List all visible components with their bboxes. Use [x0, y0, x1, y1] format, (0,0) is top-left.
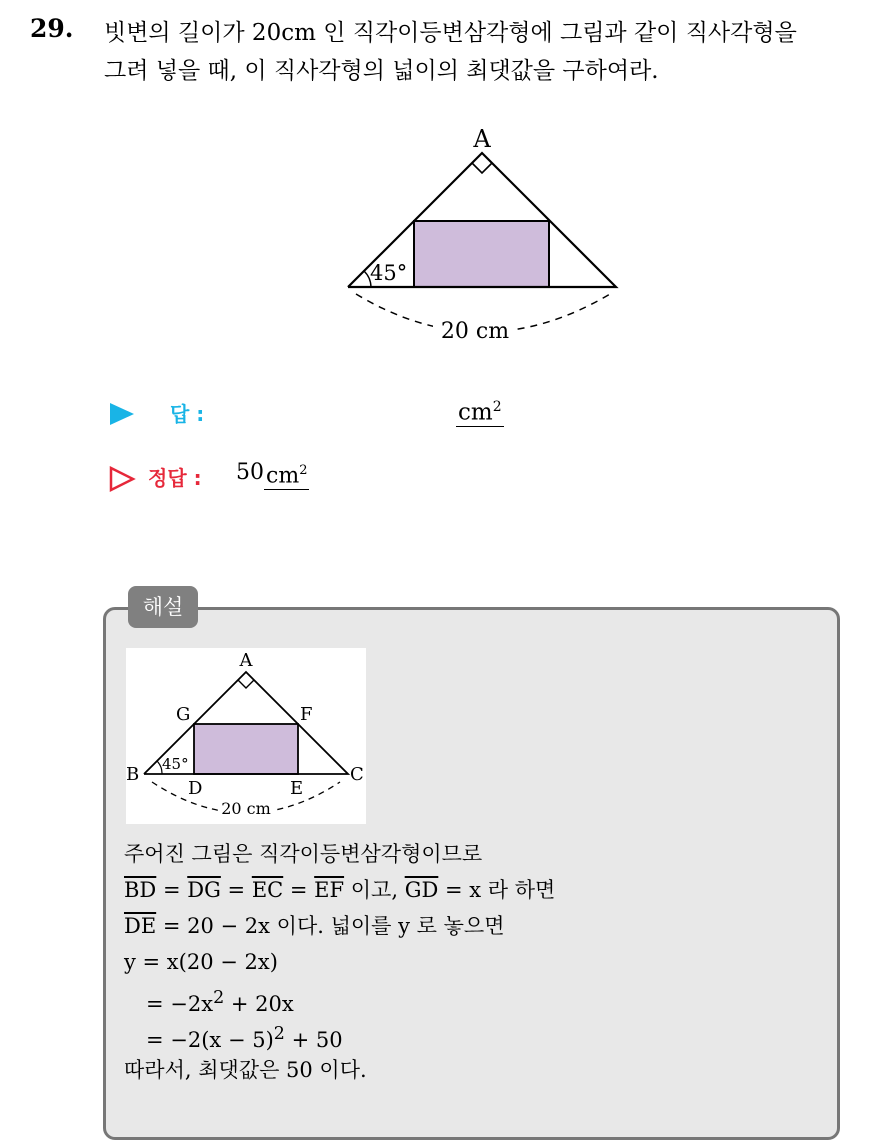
solution-line-3: $\overline{DE} = 20 - 2x$ 이다. 넓이를 y 로 놓으면 [124, 914, 505, 938]
outline-arrow-icon [108, 466, 136, 492]
label-a: A [239, 650, 253, 671]
solution-tag: 해설 [128, 586, 198, 628]
vertex-a-label: A [473, 125, 491, 153]
right-angle-marker [472, 163, 492, 173]
correct-value: 50 [236, 460, 264, 485]
solution-line-1: 주어진 그림은 직각이등변삼각형이므로 [124, 842, 483, 866]
solution-angle-label: 45° [162, 755, 189, 773]
question-text-line2: 그려 넣을 때, 이 직사각형의 넓이의 최댓값을 구하여라. [104, 58, 659, 84]
label-b: B [126, 764, 140, 785]
answer-label: 답 : [170, 402, 205, 426]
correct-unit: $cm^2$ [264, 458, 309, 490]
solution-figure [126, 648, 366, 824]
triangle-figure [338, 120, 628, 350]
solution-length-label: 20 cm [221, 799, 271, 818]
solution-text [124, 836, 824, 1088]
solution-line-2: $\overline{BD} = \overline{DG} = \overline{EC} = \overline{EF}$ 이고, $\overline{GD} = x$ 라 하면 [124, 878, 556, 902]
question-text-line1: 빗변의 길이가 20cm 인 직각이등변삼각형에 그림과 같이 직사각형을 [104, 20, 797, 46]
correct-label: 정답 : [148, 466, 202, 490]
label-d: D [188, 778, 203, 799]
label-e: E [290, 778, 304, 799]
solution-eq-1: y = x(20 − 2x) [124, 950, 278, 974]
solution-conclusion: 따라서, 최댓값은 50 이다. [124, 1058, 367, 1082]
answer-unit: $cm^2$ [456, 394, 504, 427]
play-arrow-icon [108, 402, 136, 426]
correct-answer-row [108, 462, 548, 496]
question-text [104, 14, 874, 90]
label-g: G [176, 704, 191, 725]
length-label: 20 cm [440, 319, 510, 344]
solution-eq-3: = $-2(x - 5)^2 + 50$ [146, 1024, 343, 1052]
angle-label: 45° [370, 261, 408, 285]
inscribed-rectangle [414, 221, 549, 287]
solution-rectangle [194, 724, 298, 774]
label-c: C [350, 764, 364, 785]
question-number: 29. [30, 14, 74, 43]
answer-row [108, 398, 548, 432]
solution-eq-2: = $-2x^2 + 20x$ [146, 988, 294, 1016]
label-f: F [300, 704, 313, 725]
